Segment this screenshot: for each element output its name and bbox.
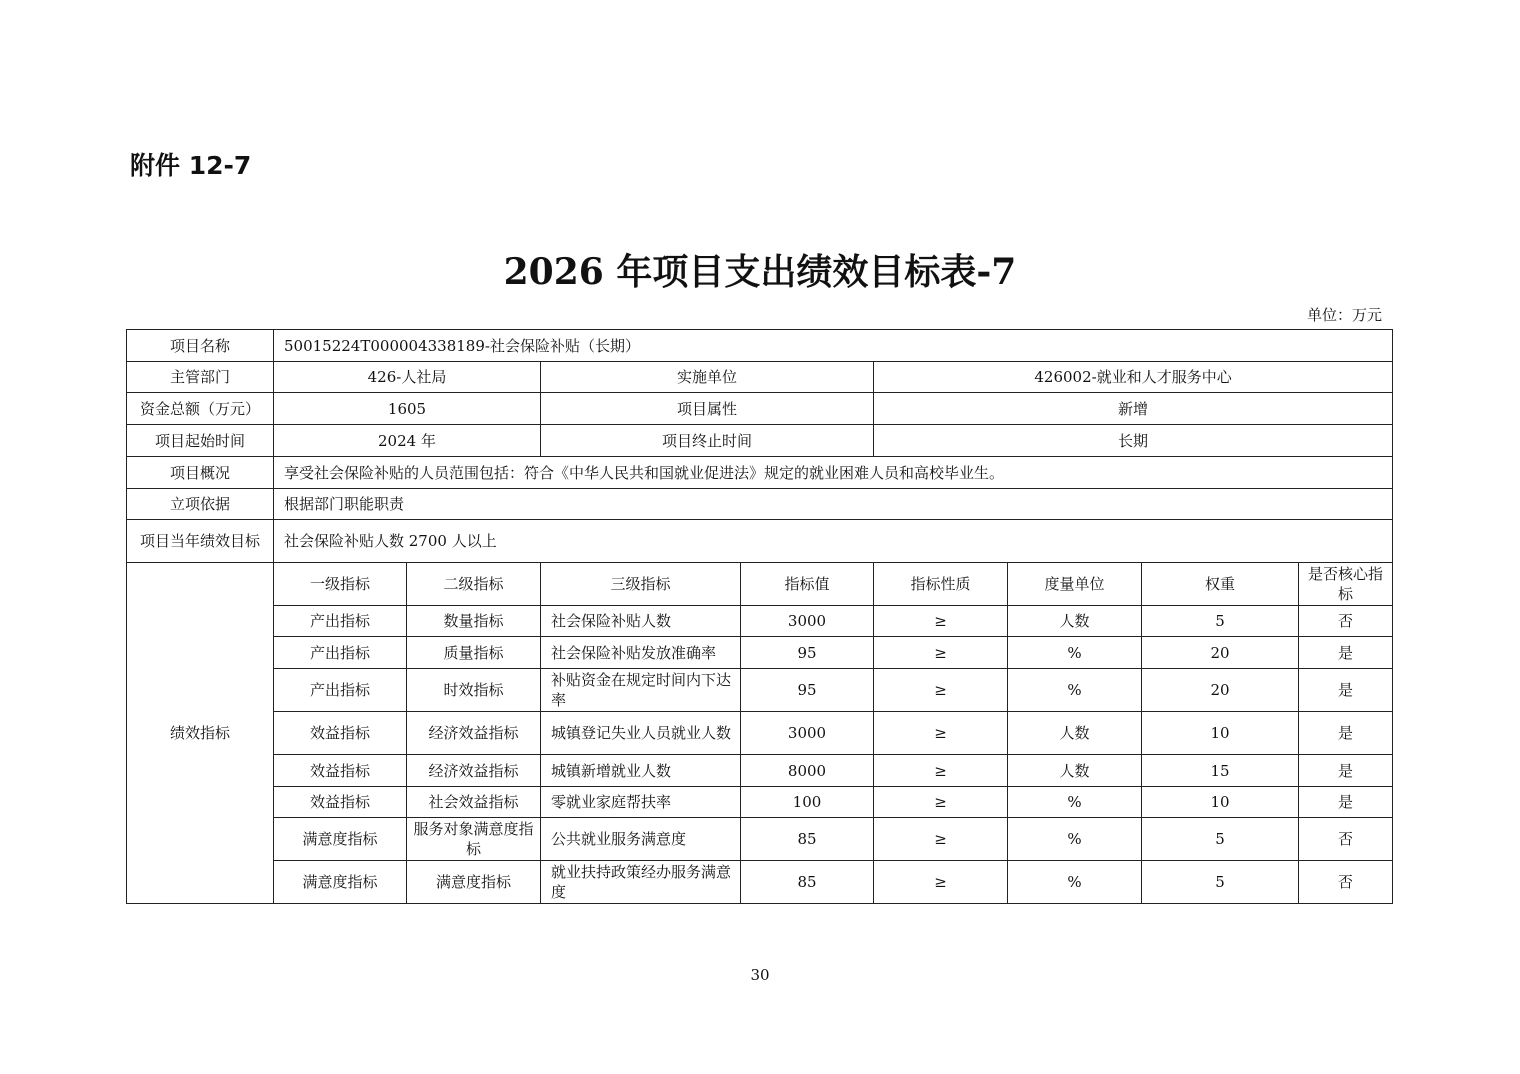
nature-cell: ≥ bbox=[874, 818, 1008, 861]
weight-cell: 20 bbox=[1142, 637, 1299, 669]
nature-cell: ≥ bbox=[874, 755, 1008, 787]
project-name-label: 项目名称 bbox=[127, 330, 274, 362]
level3-cell: 社会保险补贴人数 bbox=[541, 606, 741, 637]
nature-cell: ≥ bbox=[874, 606, 1008, 637]
level2-cell: 时效指标 bbox=[407, 669, 541, 712]
nature-cell: ≥ bbox=[874, 787, 1008, 818]
level3-cell: 补贴资金在规定时间内下达率 bbox=[541, 669, 741, 712]
level1-cell: 效益指标 bbox=[274, 787, 407, 818]
core-cell: 是 bbox=[1299, 712, 1393, 755]
nature-cell: ≥ bbox=[874, 669, 1008, 712]
table-row bbox=[127, 669, 1393, 712]
core-cell: 否 bbox=[1299, 606, 1393, 637]
attr-label: 项目属性 bbox=[541, 393, 874, 425]
header-cell: 二级指标 bbox=[407, 563, 541, 606]
impl-value: 426002-就业和人才服务中心 bbox=[874, 362, 1393, 393]
unit-cell: 人数 bbox=[1008, 712, 1142, 755]
table-row bbox=[127, 787, 1393, 818]
unit-cell: % bbox=[1008, 818, 1142, 861]
value-cell: 95 bbox=[741, 637, 874, 669]
unit-cell: % bbox=[1008, 669, 1142, 712]
project-name-value: 50015224T000004338189-社会保险补贴（长期） bbox=[274, 330, 1393, 362]
weight-cell: 5 bbox=[1142, 606, 1299, 637]
performance-table bbox=[126, 329, 1393, 904]
impl-label: 实施单位 bbox=[541, 362, 874, 393]
unit-cell: 人数 bbox=[1008, 755, 1142, 787]
header-cell: 一级指标 bbox=[274, 563, 407, 606]
level2-cell: 经济效益指标 bbox=[407, 755, 541, 787]
core-cell: 否 bbox=[1299, 861, 1393, 904]
value-cell: 100 bbox=[741, 787, 874, 818]
end-label: 项目终止时间 bbox=[541, 425, 874, 457]
fund-label: 资金总额（万元） bbox=[127, 393, 274, 425]
core-cell: 是 bbox=[1299, 637, 1393, 669]
row-fund bbox=[127, 393, 1393, 425]
level3-cell: 城镇登记失业人员就业人数 bbox=[541, 712, 741, 755]
indicator-header-row bbox=[127, 563, 1393, 606]
level2-cell: 满意度指标 bbox=[407, 861, 541, 904]
value-cell: 85 bbox=[741, 818, 874, 861]
unit-cell: % bbox=[1008, 637, 1142, 669]
header-cell: 指标值 bbox=[741, 563, 874, 606]
level3-cell: 公共就业服务满意度 bbox=[541, 818, 741, 861]
value-cell: 95 bbox=[741, 669, 874, 712]
value-cell: 3000 bbox=[741, 606, 874, 637]
unit-label: 单位：万元 bbox=[1306, 306, 1382, 324]
level3-cell: 城镇新增就业人数 bbox=[541, 755, 741, 787]
row-department bbox=[127, 362, 1393, 393]
level3-cell: 就业扶持政策经办服务满意度 bbox=[541, 861, 741, 904]
row-project-name bbox=[127, 330, 1393, 362]
level2-cell: 社会效益指标 bbox=[407, 787, 541, 818]
level2-cell: 质量指标 bbox=[407, 637, 541, 669]
table-row bbox=[127, 712, 1393, 755]
core-cell: 否 bbox=[1299, 818, 1393, 861]
level1-cell: 产出指标 bbox=[274, 606, 407, 637]
unit-cell: % bbox=[1008, 861, 1142, 904]
nature-cell: ≥ bbox=[874, 637, 1008, 669]
level1-cell: 效益指标 bbox=[274, 712, 407, 755]
end-value: 长期 bbox=[874, 425, 1393, 457]
goal-label: 项目当年绩效目标 bbox=[127, 520, 274, 563]
weight-cell: 10 bbox=[1142, 712, 1299, 755]
start-value: 2024 年 bbox=[274, 425, 541, 457]
level1-cell: 产出指标 bbox=[274, 669, 407, 712]
dept-label: 主管部门 bbox=[127, 362, 274, 393]
weight-cell: 5 bbox=[1142, 818, 1299, 861]
overview-value: 享受社会保险补贴的人员范围包括：符合《中华人民共和国就业促进法》规定的就业困难人员和高校毕业生。 bbox=[274, 457, 1393, 489]
header-cell: 指标性质 bbox=[874, 563, 1008, 606]
unit-cell: 人数 bbox=[1008, 606, 1142, 637]
header-cell: 三级指标 bbox=[541, 563, 741, 606]
core-cell: 是 bbox=[1299, 669, 1393, 712]
value-cell: 3000 bbox=[741, 712, 874, 755]
table-row bbox=[127, 861, 1393, 904]
level2-cell: 数量指标 bbox=[407, 606, 541, 637]
weight-cell: 5 bbox=[1142, 861, 1299, 904]
header-cell: 权重 bbox=[1142, 563, 1299, 606]
attachment-label: 附件 12-7 bbox=[130, 151, 252, 180]
row-overview bbox=[127, 457, 1393, 489]
nature-cell: ≥ bbox=[874, 861, 1008, 904]
level2-cell: 服务对象满意度指标 bbox=[407, 818, 541, 861]
table-row bbox=[127, 606, 1393, 637]
weight-cell: 20 bbox=[1142, 669, 1299, 712]
overview-label: 项目概况 bbox=[127, 457, 274, 489]
indicator-section-label: 绩效指标 bbox=[127, 563, 274, 904]
page-title: 2026 年项目支出绩效目标表-7 bbox=[503, 251, 1017, 293]
core-cell: 是 bbox=[1299, 787, 1393, 818]
level1-cell: 满意度指标 bbox=[274, 818, 407, 861]
level1-cell: 满意度指标 bbox=[274, 861, 407, 904]
page-number: 30 bbox=[750, 966, 770, 984]
level1-cell: 产出指标 bbox=[274, 637, 407, 669]
level3-cell: 社会保险补贴发放准确率 bbox=[541, 637, 741, 669]
basis-label: 立项依据 bbox=[127, 489, 274, 520]
row-time bbox=[127, 425, 1393, 457]
level2-cell: 经济效益指标 bbox=[407, 712, 541, 755]
row-basis bbox=[127, 489, 1393, 520]
core-cell: 是 bbox=[1299, 755, 1393, 787]
level3-cell: 零就业家庭帮扶率 bbox=[541, 787, 741, 818]
value-cell: 8000 bbox=[741, 755, 874, 787]
table-row bbox=[127, 818, 1393, 861]
basis-value: 根据部门职能职责 bbox=[274, 489, 1393, 520]
header-cell: 是否核心指标 bbox=[1299, 563, 1393, 606]
goal-value: 社会保险补贴人数 2700 人以上 bbox=[274, 520, 1393, 563]
header-cell: 度量单位 bbox=[1008, 563, 1142, 606]
start-label: 项目起始时间 bbox=[127, 425, 274, 457]
fund-value: 1605 bbox=[274, 393, 541, 425]
dept-value: 426-人社局 bbox=[274, 362, 541, 393]
unit-cell: % bbox=[1008, 787, 1142, 818]
table-row bbox=[127, 755, 1393, 787]
level1-cell: 效益指标 bbox=[274, 755, 407, 787]
row-goal bbox=[127, 520, 1393, 563]
attr-value: 新增 bbox=[874, 393, 1393, 425]
table-row bbox=[127, 637, 1393, 669]
nature-cell: ≥ bbox=[874, 712, 1008, 755]
weight-cell: 10 bbox=[1142, 787, 1299, 818]
value-cell: 85 bbox=[741, 861, 874, 904]
weight-cell: 15 bbox=[1142, 755, 1299, 787]
